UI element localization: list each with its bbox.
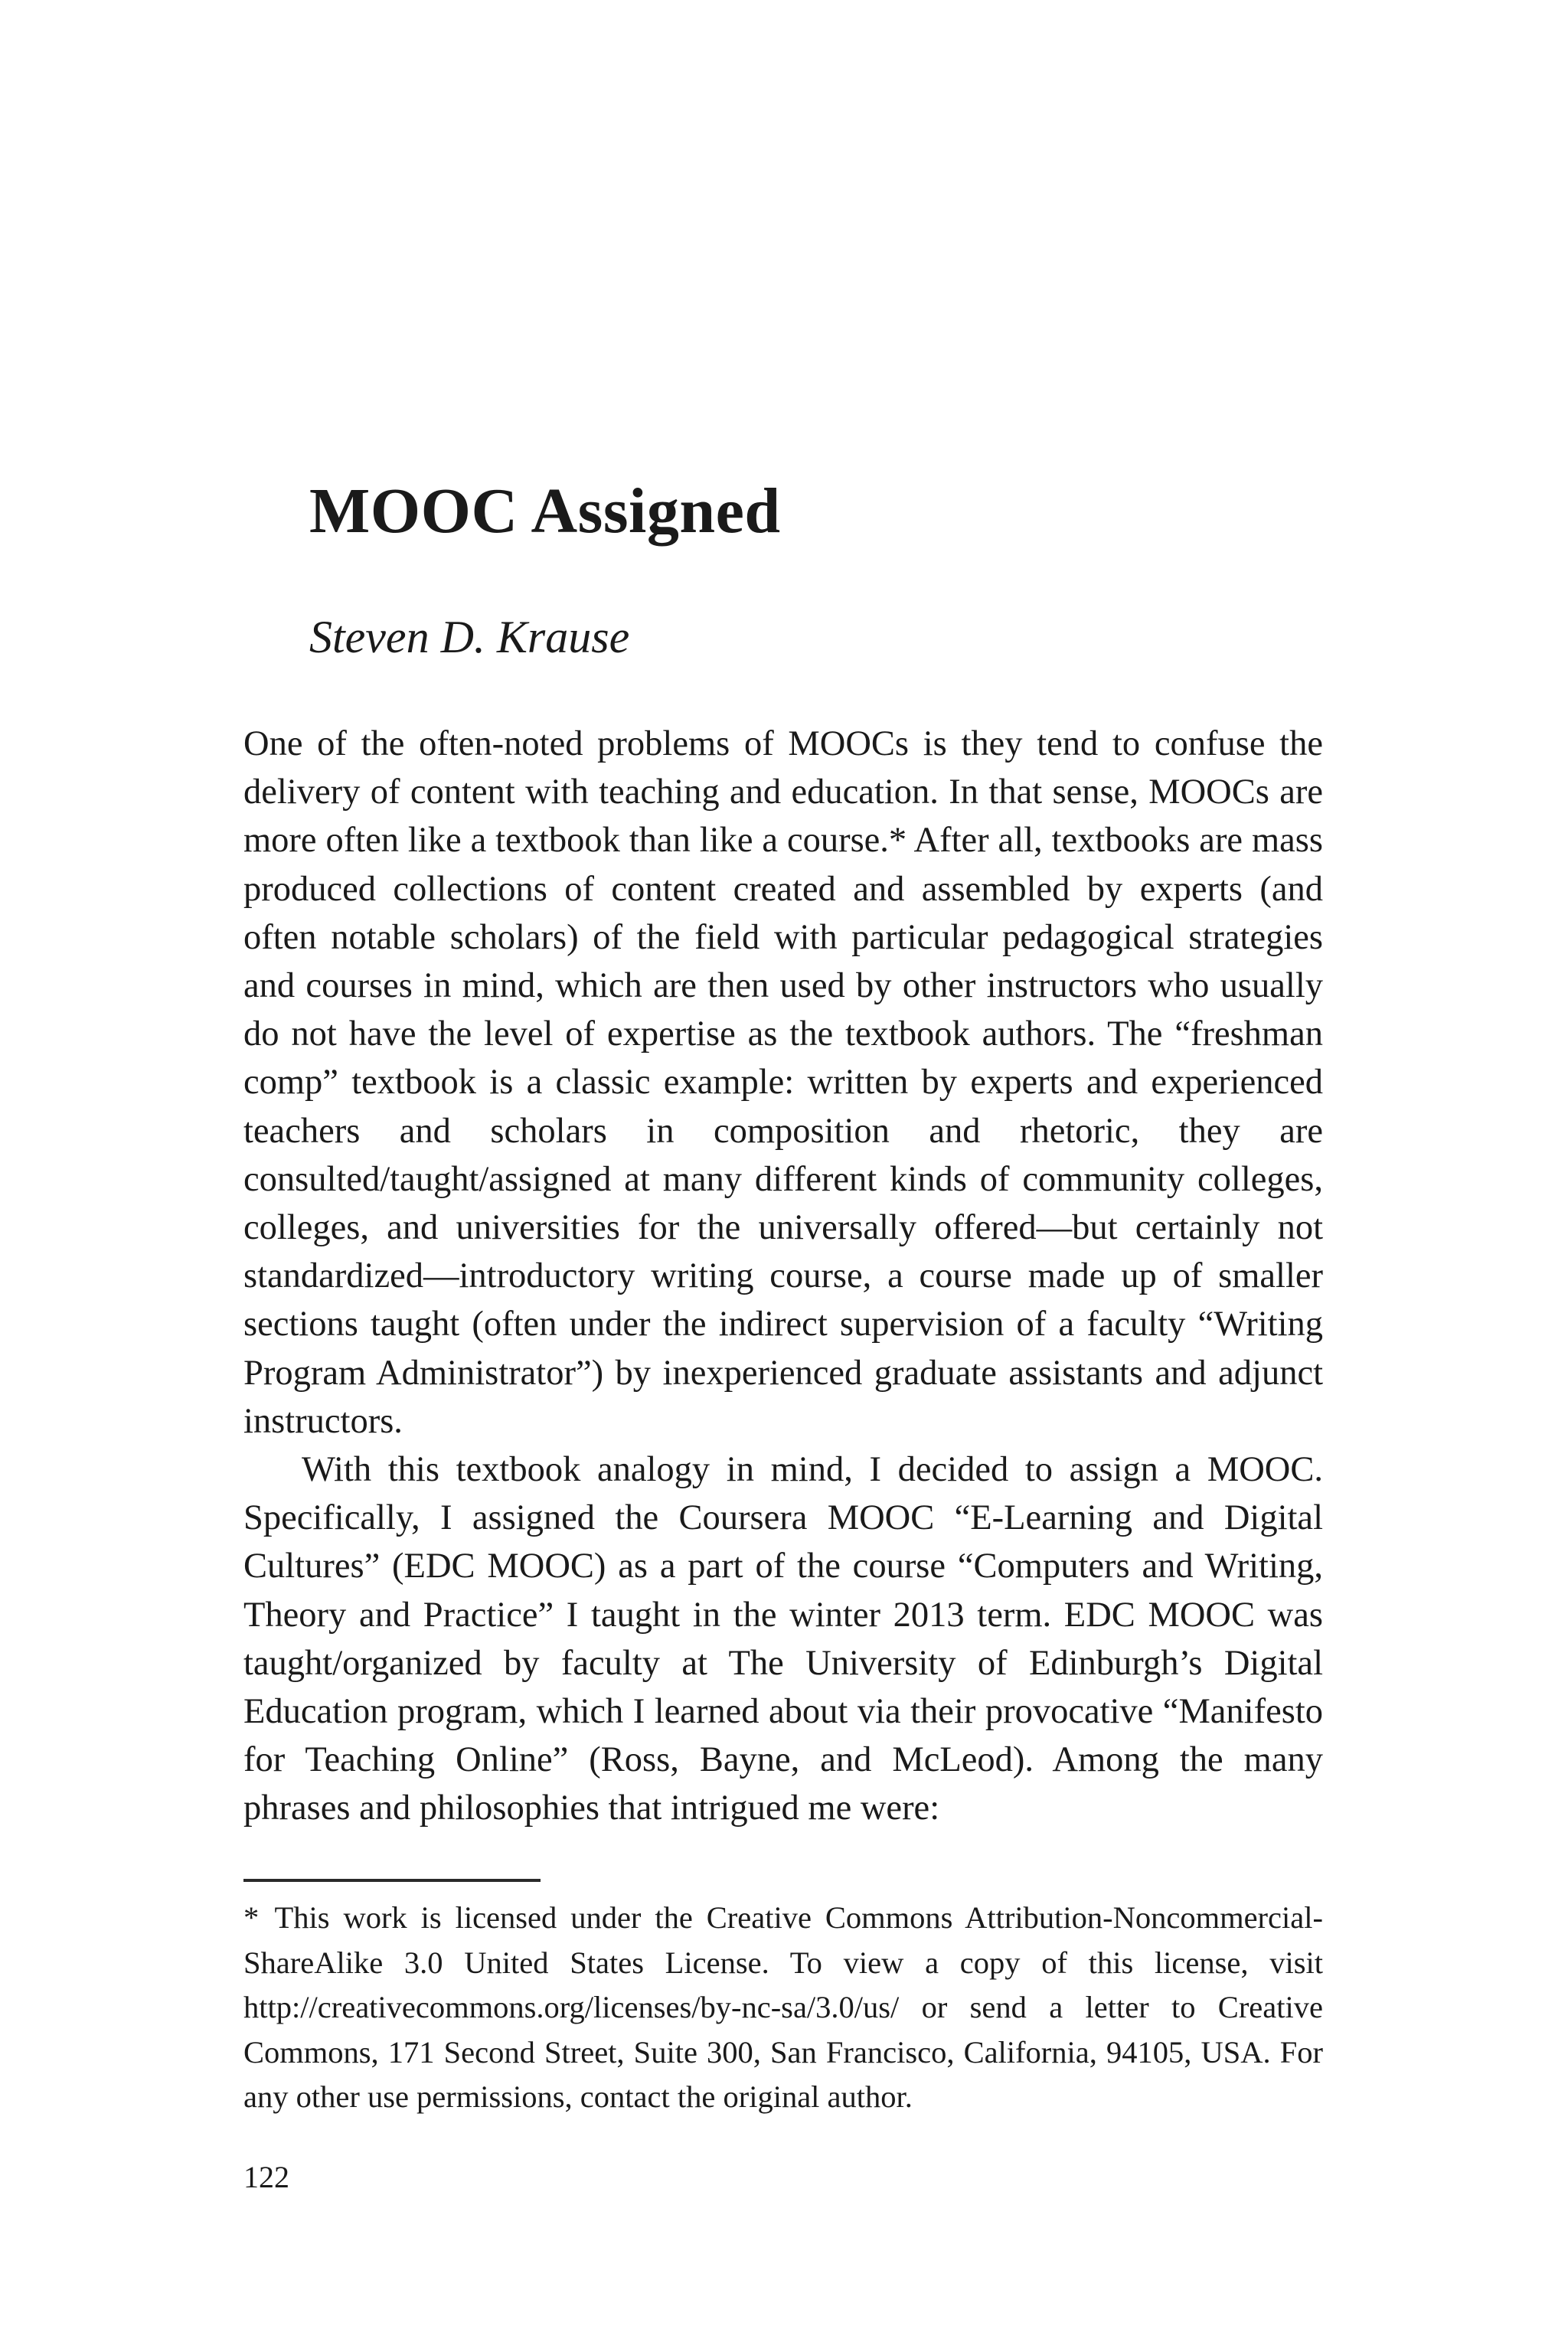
chapter-author: Steven D. Krause xyxy=(309,612,630,662)
footnote: * This work is licensed under the Creative Commons Attribution-Noncommercial-ShareAlike 3.0 United States License. To view a copy of this license, visit http://creativecommons.org/licenses/by-nc-sa/3.0/us/ or send a letter to Creative Commons, 171 Second Street, Suite 300, San Francisco, California, 94105, USA. For any other use permissions, contact the original author. xyxy=(243,1900,1323,2114)
body-paragraph: With this textbook analogy in mind, I decided to assign a MOOC. Specifically, I assigned the Coursera MOOC “E-Learning and Digital Cultures” (EDC MOOC) as a part of the course “Computers and Writing, Theory and Practice” I taught in the winter 2013 term. EDC MOOC was taught/organized by faculty at The University of Edinburgh’s Digital Education program, which I learned about via their provocative “Manifesto for Teaching Online” (Ross, Bayne, and McLeod). Among the many phrases and philosophies that intrigued me were: xyxy=(243,1450,1323,1828)
body-paragraph: One of the often-noted problems of MOOCs is they tend to confuse the delivery of content with teaching and education. In that sense, MOOCs are more often like a textbook than like a course.* After all, textbooks are mass produced collections of content created and assembled by experts (and often notable scholars) of the field with particular pedagogical strategies and courses in mind, which are then used by other instructors who usually do not have the level of expertise as the textbook authors. The “freshman comp” textbook is a classic example: written by experts and experienced teachers and scholars in composition and rhetoric, they are consulted/taught/assigned at many different kinds of community colleges, colleges, and universities for the universally offered—but certainly not standardized—introductory writing course, a course made up of smaller sections taught (often under the indirect supervision of a faculty “Writing Program Administrator”) by inexperienced graduate assistants and adjunct instructors. xyxy=(243,724,1323,1441)
chapter-title: MOOC Assigned xyxy=(309,475,781,547)
body-text xyxy=(243,720,1323,1833)
footnote-divider xyxy=(243,1879,541,1882)
page-number: 122 xyxy=(243,2160,289,2194)
